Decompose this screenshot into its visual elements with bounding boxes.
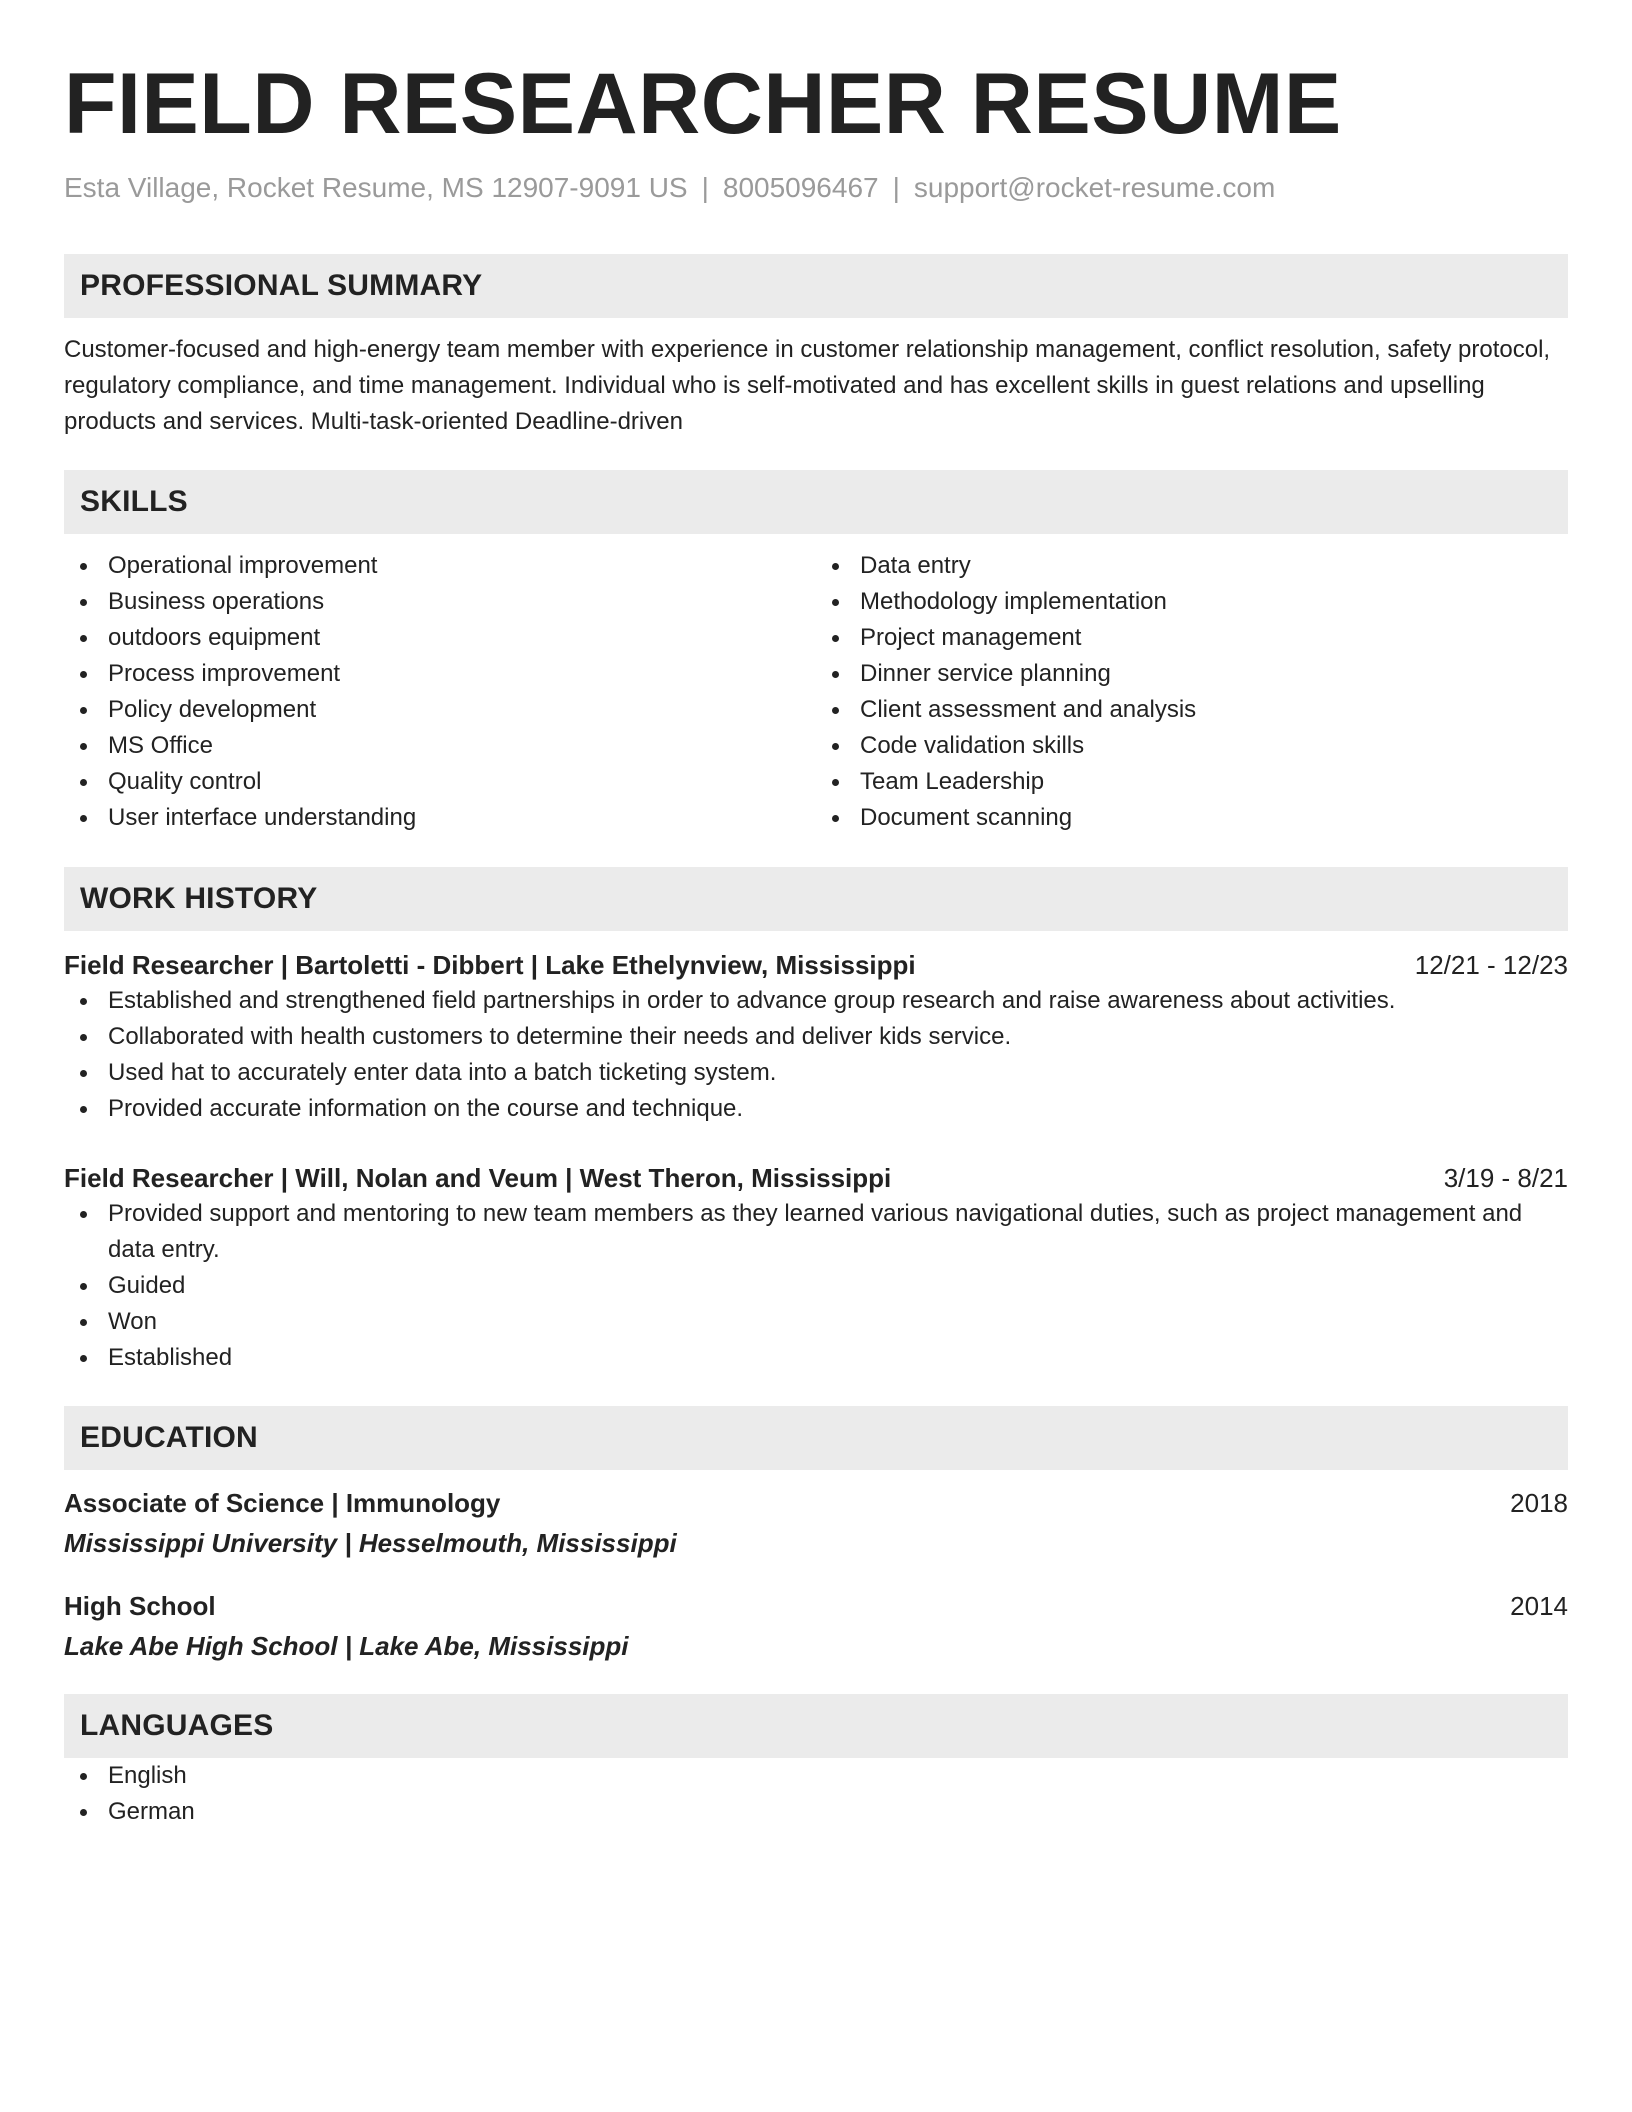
language-item: German [64, 1794, 1568, 1830]
job-bullet: Established and strengthened field partnerships in order to advance group research and raise awareness about activities. [64, 983, 1568, 1019]
education-year: 2018 [1510, 1488, 1568, 1518]
skills-grid [64, 548, 1568, 836]
education-school: Lake Abe High School | Lake Abe, Mississippi [64, 1631, 629, 1661]
skill-item: Operational improvement [64, 548, 816, 584]
skill-item: Client assessment and analysis [816, 692, 1568, 728]
job-entry [64, 1160, 1568, 1376]
contact-address: Esta Village, Rocket Resume, MS 12907-9091 US [64, 172, 688, 203]
contact-line [64, 170, 1568, 206]
section-heading-education: EDUCATION [64, 1406, 1568, 1470]
job-bullet: Guided [64, 1268, 1568, 1304]
page-title: FIELD RESEARCHER RESUME [64, 56, 1342, 152]
skill-item: Dinner service planning [816, 656, 1568, 692]
education-degree: High School [64, 1591, 216, 1621]
contact-phone: 8005096467 [722, 172, 879, 203]
education-header [64, 1588, 1568, 1624]
skill-item: User interface understanding [64, 800, 816, 836]
job-title: Field Researcher | Bartoletti - Dibbert | Lake Ethelynview, Mississippi [64, 950, 916, 980]
skill-item: Quality control [64, 764, 816, 800]
job-dates: 3/19 - 8/21 [1443, 1163, 1568, 1193]
job-bullet-list [64, 1196, 1568, 1376]
education-year: 2014 [1510, 1591, 1568, 1621]
contact-email: support@rocket-resume.com [913, 172, 1276, 203]
job-bullet: Established [64, 1340, 1568, 1376]
skill-item: Policy development [64, 692, 816, 728]
skill-item: Business operations [64, 584, 816, 620]
skills-list-left [64, 548, 816, 836]
skill-item: Team Leadership [816, 764, 1568, 800]
skill-item: Methodology implementation [816, 584, 1568, 620]
skill-item: Data entry [816, 548, 1568, 584]
section-heading-skills: SKILLS [64, 470, 1568, 534]
summary-text: Customer-focused and high-energy team member with experience in customer relationship management, conflict resolution, safety protocol, regulatory compliance, and time management. Individual who is self-motivated and has excellent skills in guest relations and upselling products and services. Multi-task-oriented Deadline-driven [64, 336, 1551, 435]
job-bullet-list [64, 983, 1568, 1127]
job-bullet: Used hat to accurately enter data into a batch ticketing system. [64, 1055, 1568, 1091]
job-bullet: Provided support and mentoring to new team members as they learned various navigational duties, such as project management and data entry. [64, 1196, 1568, 1268]
section-heading-summary: PROFESSIONAL SUMMARY [64, 254, 1568, 318]
skills-column-left [64, 548, 816, 836]
job-title: Field Researcher | Will, Nolan and Veum | West Theron, Mississippi [64, 1163, 892, 1193]
job-header [64, 1160, 1568, 1196]
job-bullet: Provided accurate information on the course and technique. [64, 1091, 1568, 1127]
education-degree: Associate of Science | Immunology [64, 1488, 501, 1518]
contact-separator: | [892, 172, 900, 203]
section-heading-languages: LANGUAGES [64, 1694, 1568, 1758]
education-header [64, 1485, 1568, 1521]
skill-item: Code validation skills [816, 728, 1568, 764]
section-heading-work-history: WORK HISTORY [64, 867, 1568, 931]
language-item: English [64, 1758, 1568, 1794]
job-entry [64, 947, 1568, 1127]
skills-column-right [816, 548, 1568, 836]
skill-item: outdoors equipment [64, 620, 816, 656]
skill-item: MS Office [64, 728, 816, 764]
skills-list-right [816, 548, 1568, 836]
education-entry [64, 1588, 1568, 1664]
education-entry [64, 1485, 1568, 1561]
skill-item: Project management [816, 620, 1568, 656]
job-dates: 12/21 - 12/23 [1414, 950, 1568, 980]
skill-item: Process improvement [64, 656, 816, 692]
job-bullet: Collaborated with health customers to determine their needs and deliver kids service. [64, 1019, 1568, 1055]
languages-list [64, 1758, 1568, 1830]
skill-item: Document scanning [816, 800, 1568, 836]
education-school: Mississippi University | Hesselmouth, Mississippi [64, 1528, 677, 1558]
job-header [64, 947, 1568, 983]
contact-separator: | [701, 172, 709, 203]
job-bullet: Won [64, 1304, 1568, 1340]
